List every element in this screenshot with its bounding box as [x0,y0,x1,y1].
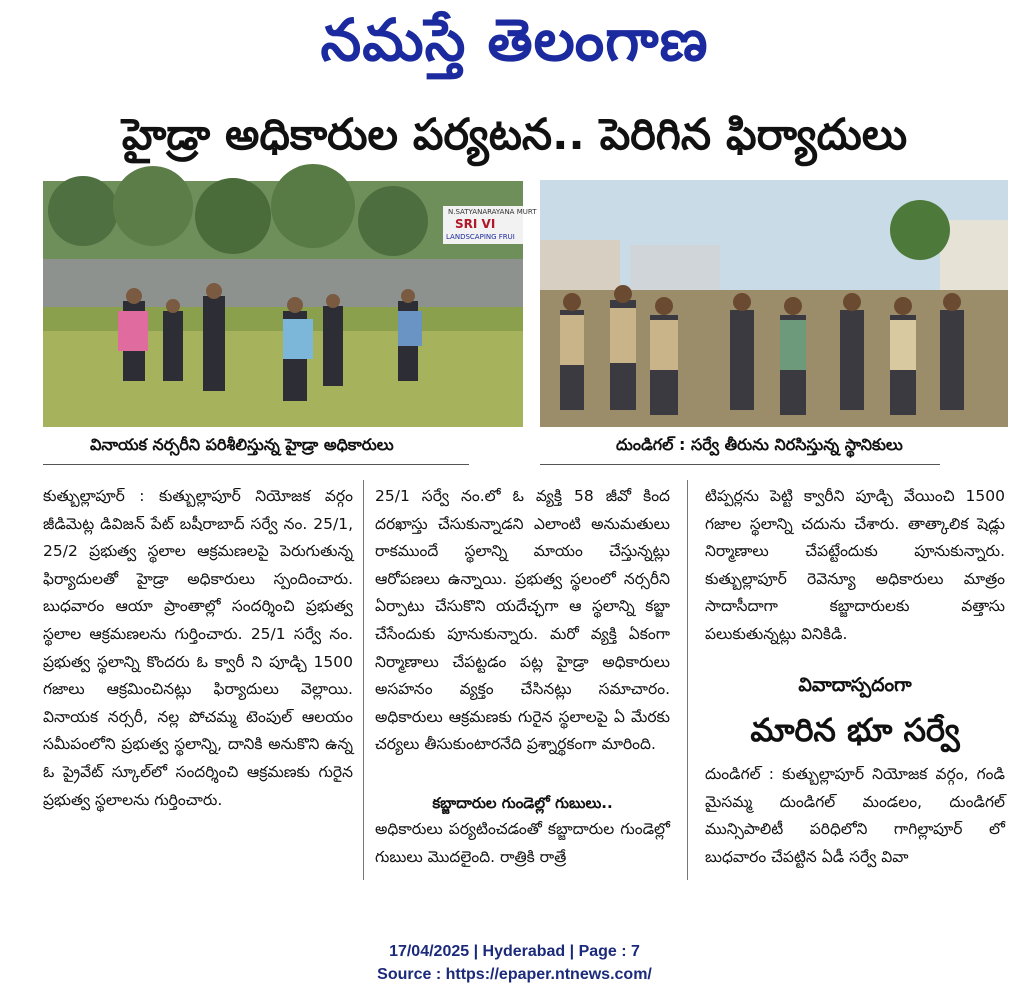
newspaper-masthead: నమస్తే తెలంగాణ [320,6,709,74]
photo-officials-illustration [43,181,537,427]
photo-caption-right: దుండిగల్ : సర్వే తీరును నిరసిస్తున్న స్థానికులు [616,435,903,454]
photo-locals-protest [540,180,1008,427]
article-column-1: కుత్బుల్లాపూర్ : కుత్బుల్లాపూర్ నియోజక వర్గం జీడిమెట్ల డివిజన్ పేట్ బషీరాబాద్ సర్వే నం. 25/1, 25/2 ప్రభుత్వ స్థలాల ఆక్రమణలపై పెరుగుతున్న ఫిర్యాదులతో హైడ్రా అధికారులు స్పందించారు. బుధవారం ఆయా ప్రాంతాల్లో సందర్శించి ప్రభుత్వ స్థలాల ఆక్రమణలను గుర్తించారు. 25/1 సర్వే నం. ప్రభుత్వ స్థలాన్ని కొందరు ఓ క్వారీ ని పూడ్చి 1500 గజాలు ఆక్రమించినట్లు ఫిర్యాదులు వెల్లాయి. వినాయక నర్సరీ, నల్ల పోచమ్మ టెంపుల్ ఆలయం సమీపంలోని ప్రభుత్వ స్థలాన్ని, దానికి అనుకొని ఉన్న ఓ ప్రైవేట్ స్కూల్‌లో సందర్శించి ఆక్రమణకు గురైన ప్రభుత్వ స్థలాలను గుర్తించారు. [43,487,353,809]
sidebar-body: దుండిగల్ : కుత్బుల్లాపూర్ నియోజక వర్గం, గండి మైసమ్మ దుండిగల్ మండలం, దుండిగల్ మున్సిపాలిటీ పరిధిలోని గాగిల్లాపూర్ లో బుధవారం చేపట్టిన ఏడీ సర్వే వివా [705,765,1005,866]
column-divider-1 [363,480,364,880]
photo-caption-left: వినాయక నర్సరీని పరిశీలిస్తున్న హైడ్రా అధికారులు [90,435,394,454]
article-column-3: టిప్పర్లను పెట్టి క్వారీని పూడ్చి వేయించి 1500 గజాల స్థలాన్ని చదును చేశారు. తాత్కాలిక షెడ్లు నిర్మాణాలు చేపట్టేందుకు పూనుకున్నారు. కుత్బుల్లాపూర్ రెవెన్యూ అధికారులు మాత్రం సాదాసీదాగా కబ్జాదారులకు వత్తాసు పలుకుతున్నట్లు వినికిడి. [705,487,1005,643]
signboard-top-text: N.SATYANARAYANA MURT [448,208,537,216]
signboard-subtitle: LANDSCAPING FRUI [446,233,515,241]
caption-divider-left [43,464,469,465]
footer-source-link[interactable]: Source : https://epaper.ntnews.com/ [377,966,652,983]
footer-date-edition: 17/04/2025 | Hyderabad | Page : 7 [389,943,640,960]
column-divider-2 [687,480,688,880]
caption-divider-right [540,464,940,465]
sidebar-headline: మారిన భూ సర్వే [750,711,960,749]
sidebar-kicker: వివాదాస్పదంగా [798,674,912,696]
photo-officials-inspection [43,181,537,427]
article-column-2-continued: అధికారులు పర్యటించడంతో కబ్జాదారుల గుండెల్లో గుబులు మొదలైంది. రాత్రికి రాత్రే [375,820,670,866]
photo-protest-illustration [540,180,1008,427]
article-column-2: 25/1 సర్వే నం.లో ఓ వ్యక్తి 58 జీవో కింద దరఖాస్తు చేసుకున్నాడని ఎలాంటి అనుమతులు రాకముందే స్థలాన్ని మాయం చేస్తున్నట్లు ఆరోపణలు ఉన్నాయి. ప్రభుత్వ స్థలంలో నర్సరీని ఏర్పాటు చేసుకొని యదేచ్ఛగా ఆ స్థలాన్ని కబ్జా చేసేందుకు పూనుకున్నారు. మరో వ్యక్తి ఏకంగా నిర్మాణాలు చేపట్టడం పట్ల హైడ్రా అధికారులు అసహనం వ్యక్తం చేసినట్లు సమాచారం. అధికారులు ఆక్రమణకు గురైన స్థలాలపై ఏ మేరకు చర్యలు తీసుకుంటారనేది ప్రశ్నార్థకంగా మారింది. [375,487,670,754]
article-headline: హైడ్రా అధికారుల పర్యటన.. పెరిగిన ఫిర్యాదులు [121,110,908,160]
signboard-title: SRI VI [455,217,496,231]
article-subheading: కబ్జాదారుల గుండెల్లో గుబులు.. [432,794,613,812]
